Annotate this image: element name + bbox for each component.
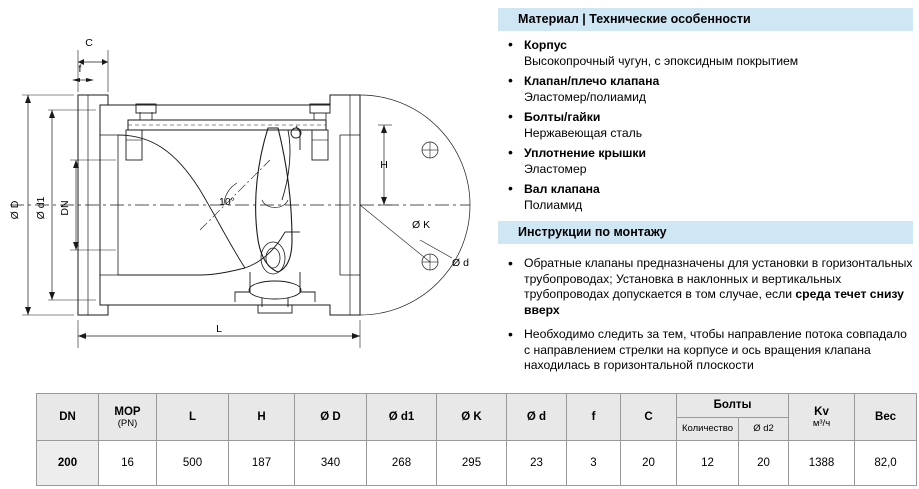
th-dn: DN [37, 394, 99, 441]
cell-dn: 200 [37, 441, 99, 486]
th-bolts-d2 [739, 417, 789, 441]
cell-od1: 268 [367, 441, 437, 486]
material-title: • Корпус [524, 38, 567, 52]
label-l: L [216, 323, 222, 335]
th-h: H [229, 394, 295, 441]
list-item [498, 327, 913, 374]
cell-weight: 82,0 [855, 441, 917, 486]
label-ok: Ø K [412, 219, 431, 231]
th-bolts-group: Болты [677, 394, 789, 418]
cell-h: 187 [229, 441, 295, 486]
material-sub: Полиамид [524, 198, 583, 212]
cell-od: 340 [295, 441, 367, 486]
list-item [498, 73, 913, 105]
th-weight: Вес [855, 394, 917, 441]
cell-mop: 16 [99, 441, 157, 486]
material-title: • Вал клапана [524, 182, 600, 196]
label-f: f [78, 63, 82, 75]
th-mop-sub: (PN) [117, 417, 138, 429]
cell-od2: 23 [507, 441, 567, 486]
label-angle: 10° [219, 196, 235, 208]
list-item [498, 109, 913, 141]
technical-drawing [0, 0, 498, 385]
material-title: • Уплотнение крышки [524, 146, 647, 160]
material-sub: Эластомер [524, 162, 587, 176]
label-dn: DN [59, 200, 71, 216]
cell-bolts-count: 12 [677, 441, 739, 486]
th-ok: Ø K [437, 394, 507, 441]
material-sub: Высокопрочный чугун, с эпоксидным покрытием [524, 54, 799, 68]
th-mop [99, 394, 157, 441]
th-bolts-d2-label: Ø d2 [753, 423, 774, 435]
cell-f: 3 [567, 441, 621, 486]
list-item [498, 181, 913, 213]
spec-table-wrapper [36, 393, 897, 486]
material-title: • Болты/гайки [524, 110, 601, 124]
cell-ok: 295 [437, 441, 507, 486]
material-list [498, 31, 913, 213]
install-text: Необходимо следить за тем, чтобы направление потока совпадало с направлением стрелки на корпусе и ось вращения клапана находилась в горизонтальной плоскости [524, 327, 907, 372]
label-od: Ø D [9, 200, 21, 220]
install-heading: Инструкции по монтажу [498, 221, 913, 244]
cell-l: 500 [157, 441, 229, 486]
label-od1: Ø d1 [35, 196, 47, 220]
list-item [498, 256, 913, 318]
cell-c: 20 [621, 441, 677, 486]
label-h: H [380, 159, 388, 171]
cell-kv: 1388 [789, 441, 855, 486]
th-od1: Ø d1 [367, 394, 437, 441]
th-kv-label: Kv [814, 405, 829, 418]
list-item [498, 37, 913, 69]
material-sub: Нержавеющая сталь [524, 126, 643, 140]
th-bolts-count-label: Количество [681, 423, 734, 435]
table-header-row [37, 394, 917, 418]
th-od: Ø D [295, 394, 367, 441]
th-c: C [621, 394, 677, 441]
label-od2: Ø d [452, 257, 469, 269]
spec-table [36, 393, 917, 486]
material-sub: Эластомер/полиамид [524, 90, 646, 104]
th-od2: Ø d [507, 394, 567, 441]
th-l: L [157, 394, 229, 441]
cell-bolts-d2: 20 [739, 441, 789, 486]
material-heading: Материал | Технические особенности [498, 8, 913, 31]
th-f: f [567, 394, 621, 441]
info-column [498, 8, 913, 383]
th-kv [789, 394, 855, 441]
material-title: • Клапан/плечо клапана [524, 74, 660, 88]
label-c: C [85, 37, 93, 49]
install-text-bold: среда течет снизу вверх [524, 287, 904, 317]
th-bolts-count [677, 417, 739, 441]
install-list [498, 250, 913, 374]
list-item [498, 145, 913, 177]
th-mop-label: MOP [114, 405, 141, 418]
th-kv-unit: м³/ч [812, 417, 831, 429]
install-text: Обратные клапаны предназначены для установки в горизонтальных трубопроводах; Установка в наклонных и вертикальных трубопроводах допускается в том случае, если [524, 256, 913, 301]
table-row [37, 441, 917, 486]
